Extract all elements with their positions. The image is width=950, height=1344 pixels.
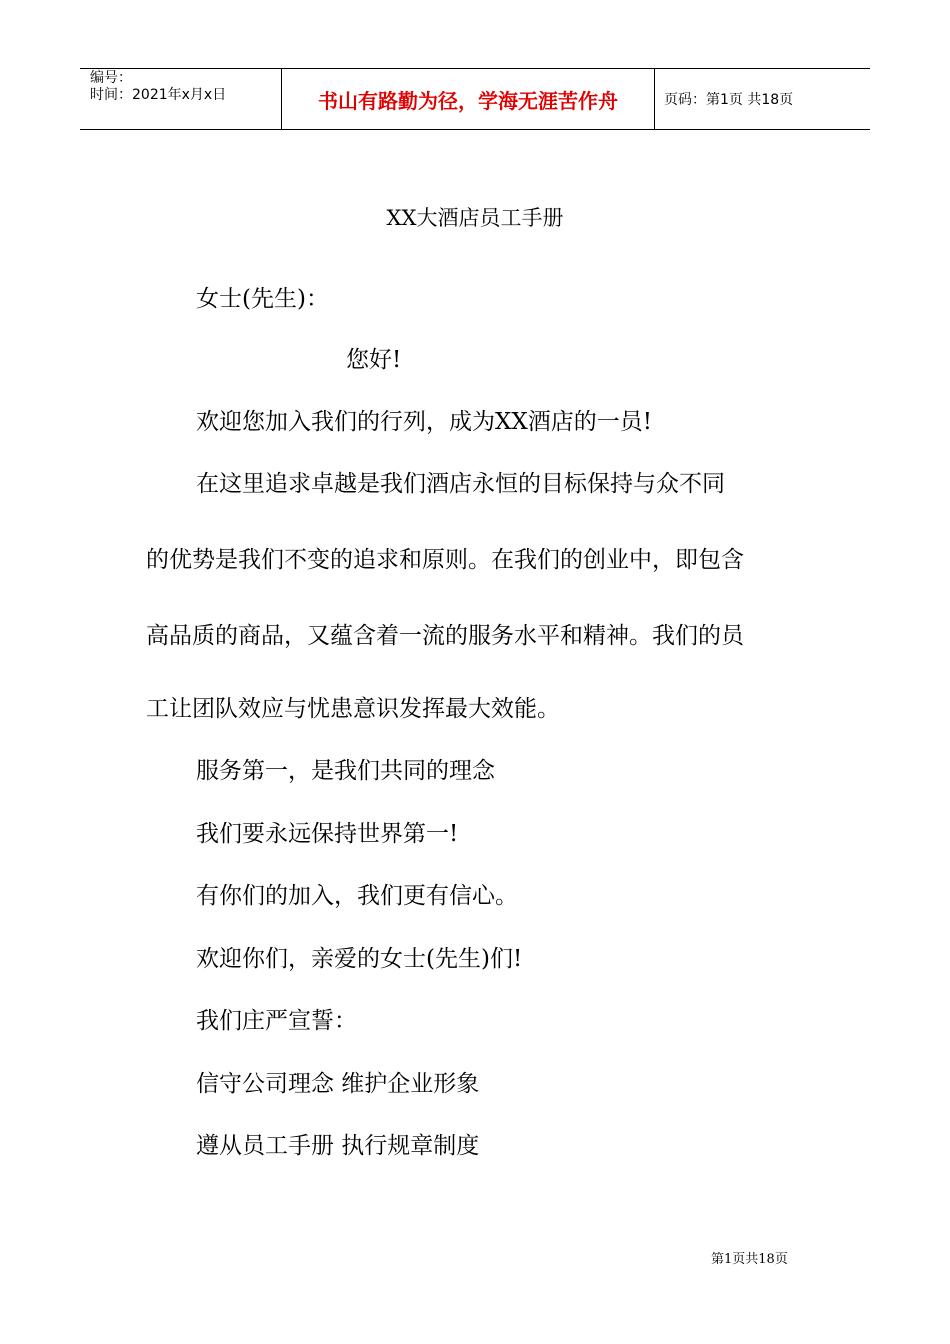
- welcome-text: 欢迎您加入我们的行列，成为XX酒店的一员!: [196, 409, 652, 435]
- header-page-info: 页码：第1页 共18页: [664, 92, 794, 108]
- oath-line: 遵从员工手册 执行规章制度: [196, 1133, 480, 1159]
- oath-line: 信守公司理念 维护企业形象: [196, 1071, 480, 1097]
- page-header: [80, 68, 870, 130]
- oath-intro: 我们庄严宣誓：: [196, 1008, 357, 1034]
- paragraph-line: 工让团队效应与忧患意识发挥最大效能。: [146, 696, 560, 722]
- paragraph-line: 的优势是我们不变的追求和原则。在我们的创业中，即包含: [146, 547, 744, 573]
- paragraph-line: 高品质的商品，又蕴含着一流的服务水平和精神。我们的员: [146, 623, 744, 649]
- confidence-text: 有你们的加入，我们更有信心。: [196, 883, 518, 909]
- document-title: XX大酒店员工手册: [386, 206, 564, 230]
- date-label: 时间：2021年x月x日: [90, 87, 227, 103]
- page-footer: 第1页共18页: [711, 1252, 788, 1267]
- paragraph-line: 在这里追求卓越是我们酒店永恒的目标保持与众不同: [196, 471, 725, 497]
- header-meta: [80, 69, 282, 129]
- concept-text: 服务第一，是我们共同的理念: [196, 758, 495, 784]
- number-label: 编号：: [90, 70, 132, 86]
- keep-first-text: 我们要永远保持世界第一!: [196, 821, 459, 847]
- salutation: 女士(先生)：: [196, 286, 329, 312]
- greeting: 您好!: [346, 347, 402, 373]
- welcome-all-text: 欢迎你们，亲爱的女士(先生)们!: [196, 946, 523, 972]
- header-motto: 书山有路勤为径，学海无涯苦作舟: [282, 69, 655, 129]
